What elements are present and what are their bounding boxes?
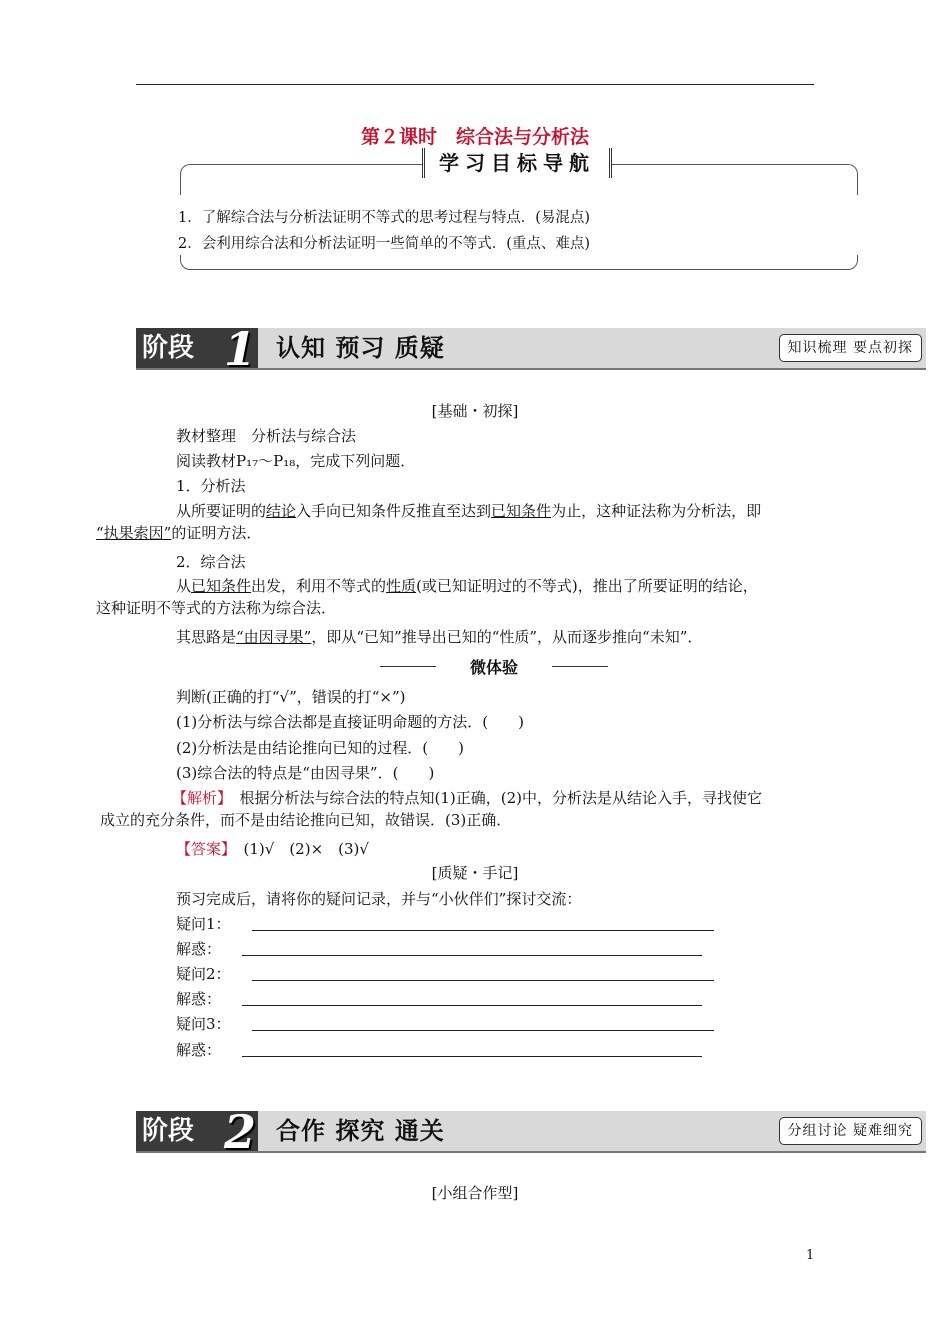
text: 成立的充分条件，而不是由结论推向已知，故错误．(3)正确． xyxy=(100,811,512,829)
text: 为止，这种证法称为分析法，即 xyxy=(551,502,762,520)
text: 根据分析法与综合法的特点知(1)正确，(2)中，分析法是从结论入手，寻找使它 xyxy=(224,789,763,807)
text: 这种证明不等式的方法称为综合法． xyxy=(96,599,337,617)
text: 从所要证明的 xyxy=(176,502,267,520)
explanation-label: 【解析】 xyxy=(172,789,225,807)
blank-answer: “执果索因” xyxy=(96,524,172,542)
stage-number: 2 xyxy=(224,1105,257,1159)
box-bottom-frame xyxy=(180,255,858,270)
textbook-heading: 教材整理 分析法与综合法 xyxy=(176,427,357,445)
note-line[interactable] xyxy=(252,980,714,981)
top-rule xyxy=(136,84,814,85)
answer xyxy=(176,838,369,859)
answer-note-label: 解惑： xyxy=(176,940,222,958)
stage-number: 1 xyxy=(224,322,257,376)
answer-label: 【答案】 xyxy=(176,840,229,858)
stage-banner-1 xyxy=(136,322,926,376)
mini-practice-label: 微体验 xyxy=(469,658,518,677)
objectives-label: 学习目标导航 xyxy=(422,148,612,178)
blank-answer: “由因寻果” xyxy=(236,628,312,646)
text: 的证明方法． xyxy=(171,524,262,542)
stage-heading: 认知 预习 质疑 xyxy=(276,333,445,362)
stage-tag: 阶段 xyxy=(136,328,258,368)
stage-banner-2 xyxy=(136,1105,926,1159)
explanation xyxy=(100,787,816,831)
blank-answer: 结论 xyxy=(266,502,297,520)
question-item: (3)综合法的特点是“由因寻果”．( ) xyxy=(176,764,435,782)
question-note-label: 疑问2： xyxy=(176,965,231,983)
note-line[interactable] xyxy=(242,1005,702,1006)
page-number: 1 xyxy=(806,1248,815,1263)
blank-answer: 已知条件 xyxy=(191,577,252,595)
reading-instruction: 阅读教材P₁₇～P₁₈，完成下列问题． xyxy=(176,452,416,470)
text: 从 xyxy=(176,577,192,595)
note-line[interactable] xyxy=(242,955,702,956)
question-note-label: 疑问1： xyxy=(176,915,231,933)
analysis-definition xyxy=(96,500,816,544)
text: (或已知证明过的不等式)，推出了所要证明的结论， xyxy=(416,577,758,595)
section-label-group: [小组合作型] xyxy=(431,1184,519,1202)
question-item: (1)分析法与综合法都是直接证明命题的方法．( ) xyxy=(176,713,524,731)
text: 入手向已知条件反推直至达到 xyxy=(296,502,492,520)
answer-note-label: 解惑： xyxy=(176,990,222,1008)
blank-answer: 性质 xyxy=(386,577,417,595)
question-note-label: 疑问3： xyxy=(176,1015,231,1033)
answer-text: (1)√ (2)× (3)√ xyxy=(228,840,369,858)
section-label-basic: [基础・初探] xyxy=(431,402,519,420)
answer-note-label: 解惑： xyxy=(176,1041,222,1059)
synthesis-title: 2．综合法 xyxy=(176,553,246,571)
divider xyxy=(552,666,608,667)
goal-item: 2．会利用综合法和分析法证明一些简单的不等式．(重点、难点) xyxy=(178,236,591,252)
mini-practice-header xyxy=(380,655,608,678)
synthesis-idea xyxy=(136,626,816,648)
goal-item: 1．了解综合法与分析法证明不等式的思考过程与特点．(易混点) xyxy=(178,210,591,226)
text: ，即从“已知”推导出已知的“性质”，从而逐步推向“未知”． xyxy=(311,628,703,646)
text: 其思路是 xyxy=(176,628,237,646)
stage-badge: 分组讨论 疑难细究 xyxy=(779,1117,922,1145)
analysis-title: 1．分析法 xyxy=(176,477,246,495)
stage-tag: 阶段 xyxy=(136,1111,258,1151)
synthesis-definition xyxy=(96,575,816,619)
notes-intro: 预习完成后，请将你的疑问记录，并与“小伙伴们”探讨交流： xyxy=(176,890,582,908)
text: 出发，利用不等式的 xyxy=(251,577,387,595)
divider xyxy=(380,666,436,667)
stage-badge: 知识梳理 要点初探 xyxy=(779,334,922,362)
note-line[interactable] xyxy=(252,930,714,931)
judge-instruction: 判断(正确的打“√”，错误的打“×”) xyxy=(176,688,406,706)
lesson-title: 第２课时 综合法与分析法 xyxy=(360,126,589,148)
blank-answer: 已知条件 xyxy=(491,502,552,520)
note-line[interactable] xyxy=(252,1030,714,1031)
note-line[interactable] xyxy=(242,1056,702,1057)
stage-heading: 合作 探究 通关 xyxy=(276,1116,445,1145)
question-item: (2)分析法是由结论推向已知的过程．( ) xyxy=(176,739,464,757)
section-label-notes: [质疑・手记] xyxy=(431,864,519,882)
